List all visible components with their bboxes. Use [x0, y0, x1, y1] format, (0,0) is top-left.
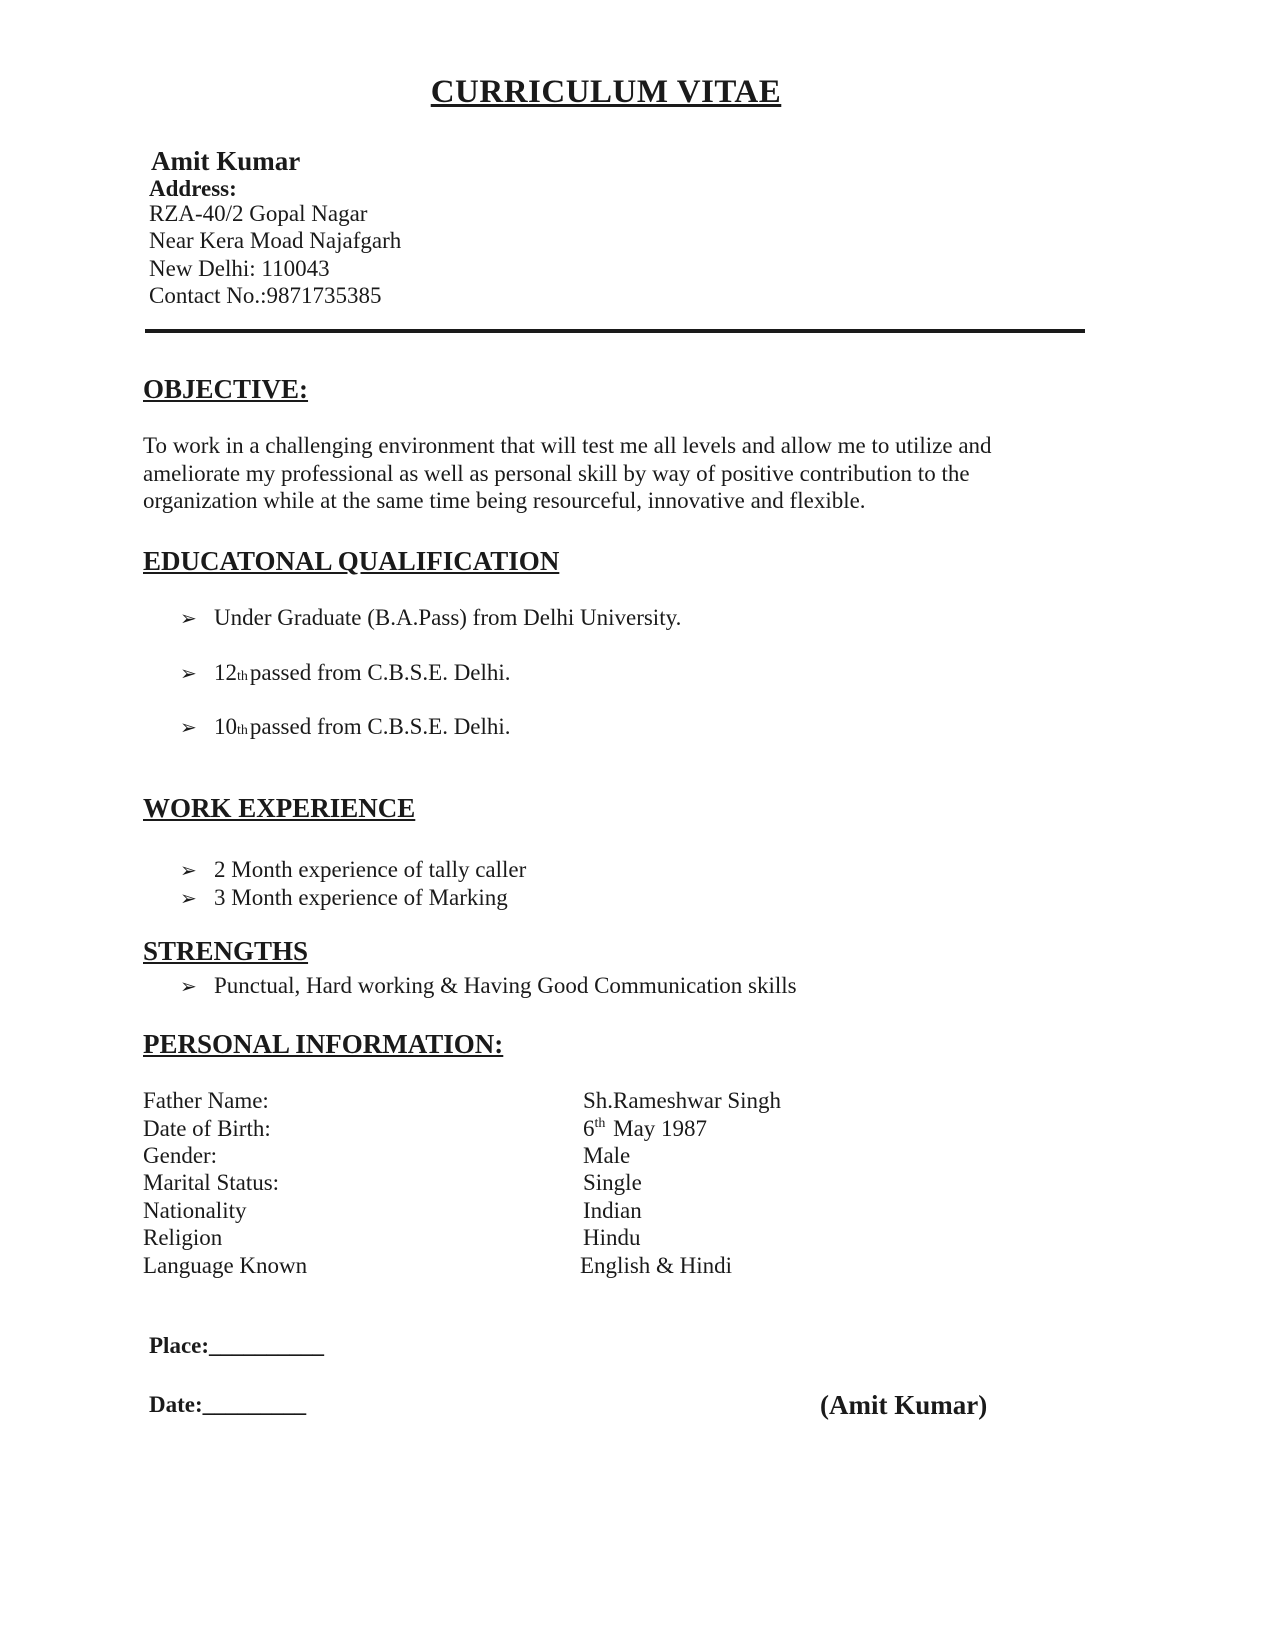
education-item-text: passed from C.B.S.E. Delhi.	[249, 714, 511, 739]
religion-value: Hindu	[583, 1225, 641, 1250]
list-item	[180, 857, 526, 883]
candidate-name: Amit Kumar	[151, 146, 301, 176]
contact-number: Contact No.:9871735385	[149, 283, 382, 308]
list-item	[180, 973, 797, 999]
arrowhead-bullet-icon: ➢	[180, 663, 197, 685]
marital-status-label: Marital Status:	[143, 1170, 280, 1195]
arrowhead-bullet-icon: ➢	[180, 860, 197, 882]
list-item	[180, 885, 508, 911]
list-item	[180, 605, 681, 631]
father-name-label: Father Name:	[143, 1088, 269, 1113]
objective-line: ameliorate my professional as well as personal skill by way of positive contribution to the	[143, 460, 970, 486]
header-divider	[145, 329, 1085, 333]
nationality-label: Nationality	[143, 1198, 247, 1223]
arrowhead-bullet-icon: ➢	[180, 608, 197, 630]
work-experience-heading: WORK EXPERIENCE	[143, 793, 416, 823]
ordinal-suffix: th	[594, 1116, 606, 1132]
education-item-number: 12	[214, 660, 237, 685]
gender-value: Male	[583, 1143, 631, 1168]
gender-label: Gender:	[143, 1143, 218, 1168]
marital-status-value: Single	[583, 1170, 642, 1195]
objective-paragraph	[143, 432, 1043, 515]
signature-name: (Amit Kumar)	[820, 1390, 988, 1420]
language-label: Language Known	[143, 1253, 308, 1278]
work-item-text: 3 Month experience of Marking	[214, 885, 508, 910]
education-item-text: passed from C.B.S.E. Delhi.	[249, 660, 511, 685]
language-value: English & Hindi	[580, 1253, 733, 1278]
education-item-number: 10	[214, 714, 237, 739]
place-field: Place:__________	[149, 1333, 325, 1358]
dob-month-year: May 1987	[607, 1116, 708, 1141]
arrowhead-bullet-icon: ➢	[180, 717, 197, 739]
address-line-2: Near Kera Moad Najafgarh	[149, 228, 402, 253]
personal-info-heading: PERSONAL INFORMATION:	[143, 1029, 504, 1059]
address-line-1: RZA-40/2 Gopal Nagar	[149, 201, 368, 226]
address-line-3: New Delhi: 110043	[149, 256, 330, 281]
objective-line: To work in a challenging environment that will test me all levels and allow me to utilize and	[143, 433, 992, 458]
arrowhead-bullet-icon: ➢	[180, 888, 197, 910]
dob-value	[583, 1115, 707, 1143]
objective-line: organization while at the same time being resourceful, innovative and flexible.	[143, 488, 866, 513]
arrowhead-bullet-icon: ➢	[180, 976, 197, 998]
strengths-heading: STRENGTHS	[143, 936, 309, 966]
religion-label: Religion	[143, 1225, 223, 1250]
list-item: ➢ 10 th passed from C.B.S.E. Delhi.	[180, 714, 511, 739]
document-title: CURRICULUM VITAE	[430, 74, 782, 110]
date-field: Date:_________	[149, 1392, 307, 1417]
list-item: ➢ 12 th passed from C.B.S.E. Delhi.	[180, 660, 511, 685]
dob-day: 6	[583, 1116, 595, 1141]
education-heading: EDUCATONAL QUALIFICATION	[143, 546, 560, 576]
objective-heading: OBJECTIVE:	[143, 374, 309, 404]
education-item-text: Under Graduate (B.A.Pass) from Delhi University.	[214, 605, 682, 630]
nationality-value: Indian	[583, 1198, 642, 1223]
dob-label: Date of Birth:	[143, 1116, 271, 1141]
address-label: Address:	[149, 176, 237, 201]
strength-item-text: Punctual, Hard working & Having Good Communication skills	[214, 973, 797, 998]
father-name-value: Sh.Rameshwar Singh	[583, 1088, 782, 1113]
work-item-text: 2 Month experience of tally caller	[214, 857, 527, 882]
